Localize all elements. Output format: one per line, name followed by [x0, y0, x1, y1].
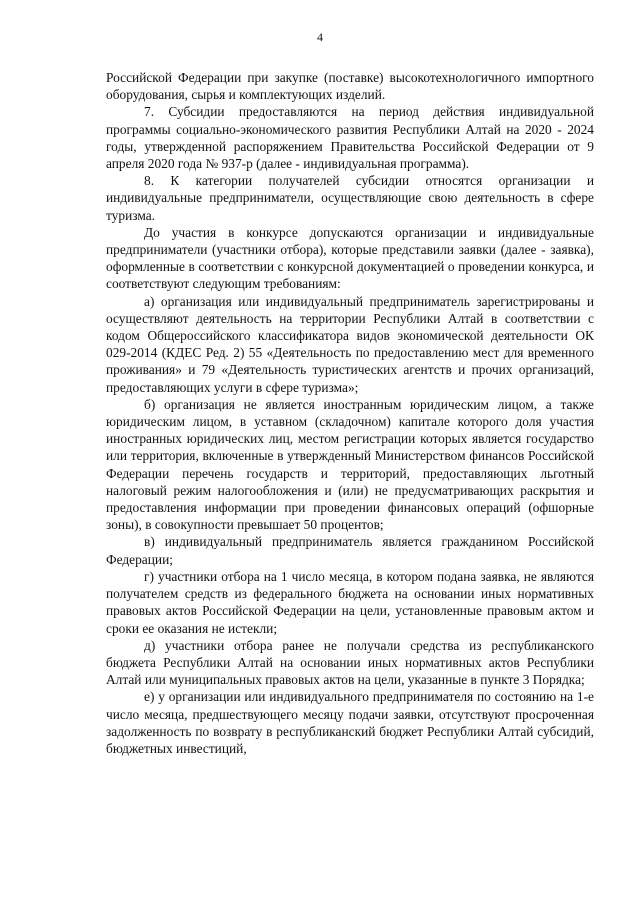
- paragraph-continuation: Российской Федерации при закупке (поставке) высокотехнологичного импортного оборудования, сырья и комплектующих изделий.: [106, 70, 594, 103]
- paragraph-item-8: 8. К категории получателей субсидии относятся организации и индивидуальные предприниматели, осуществляющие свою деятельность в сфере туризма.: [106, 173, 594, 223]
- paragraph-requirement-b: б) организация не является иностранным юридическим лицом, а также юридическим лицом, в уставном (складочном) капитале которого доля участия иностранных юридических лиц, местом регистрации которых является государство или территория, включенные в утвержденный Министерством финансов Российской Федерации перечень государств и территорий, предоставляющих льготный налоговый режим налогообложения и (или) не предусматривающих раскрытия и предоставления информации при проведении финансовых операций (офшорные зоны), в совокупности превышает 50 процентов;: [106, 396, 594, 533]
- page-number: 4: [317, 30, 323, 44]
- paragraph-admission-requirements: До участия в конкурсе допускаются организации и индивидуальные предприниматели (участники отбора), которые представили заявки (далее - заявка), оформленные в соответствии с конкурсной документацией о проведении конкурса, и соответствуют следующим требованиям:: [106, 224, 594, 292]
- paragraph-item-7: 7. Субсидии предоставляются на период действия индивидуальной программы социально-экономического развития Республики Алтай на 2020 - 2024 годы, утвержденной распоряжением Правительства Российской Федерации от 9 апреля 2020 года № 937-р (далее - индивидуальная программа).: [106, 104, 594, 172]
- paragraph-requirement-d: д) участники отбора ранее не получали средства из республиканского бюджета Республики Алтай на основании иных нормативных актов Республики Алтай или муниципальных правовых актов на цели, указанные в пункте 3 Порядка;: [106, 637, 594, 688]
- document-body: [106, 69, 594, 757]
- paragraph-requirement-g: г) участники отбора на 1 число месяца, в котором подана заявка, не являются получателем средств из федерального бюджета на основании иных нормативных правовых актов Российской Федерации на цели, установленные правовым актом и сроки ее оказания не истекли;: [106, 568, 594, 636]
- paragraph-requirement-v: в) индивидуальный предприниматель является гражданином Российской Федерации;: [106, 534, 594, 567]
- paragraph-requirement-a: а) организация или индивидуальный предприниматель зарегистрированы и осуществляют деятельность на территории Республики Алтай в соответствии с кодом Общероссийского классификатора видов экономической деятельности ОК 029-2014 (КДЕС Ред. 2) 55 «Деятельность по предоставлению мест для временного проживания» и 79 «Деятельность туристических агентств и прочих организаций, предоставляющих услуги в сфере туризма»;: [106, 293, 594, 395]
- paragraph-requirement-e: е) у организации или индивидуального предпринимателя по состоянию на 1-е число месяца, предшествующего месяцу подачи заявки, отсутствуют просроченная задолженность по возврату в республиканский бюджет Республики Алтай субсидий, бюджетных инвестиций,: [106, 689, 594, 756]
